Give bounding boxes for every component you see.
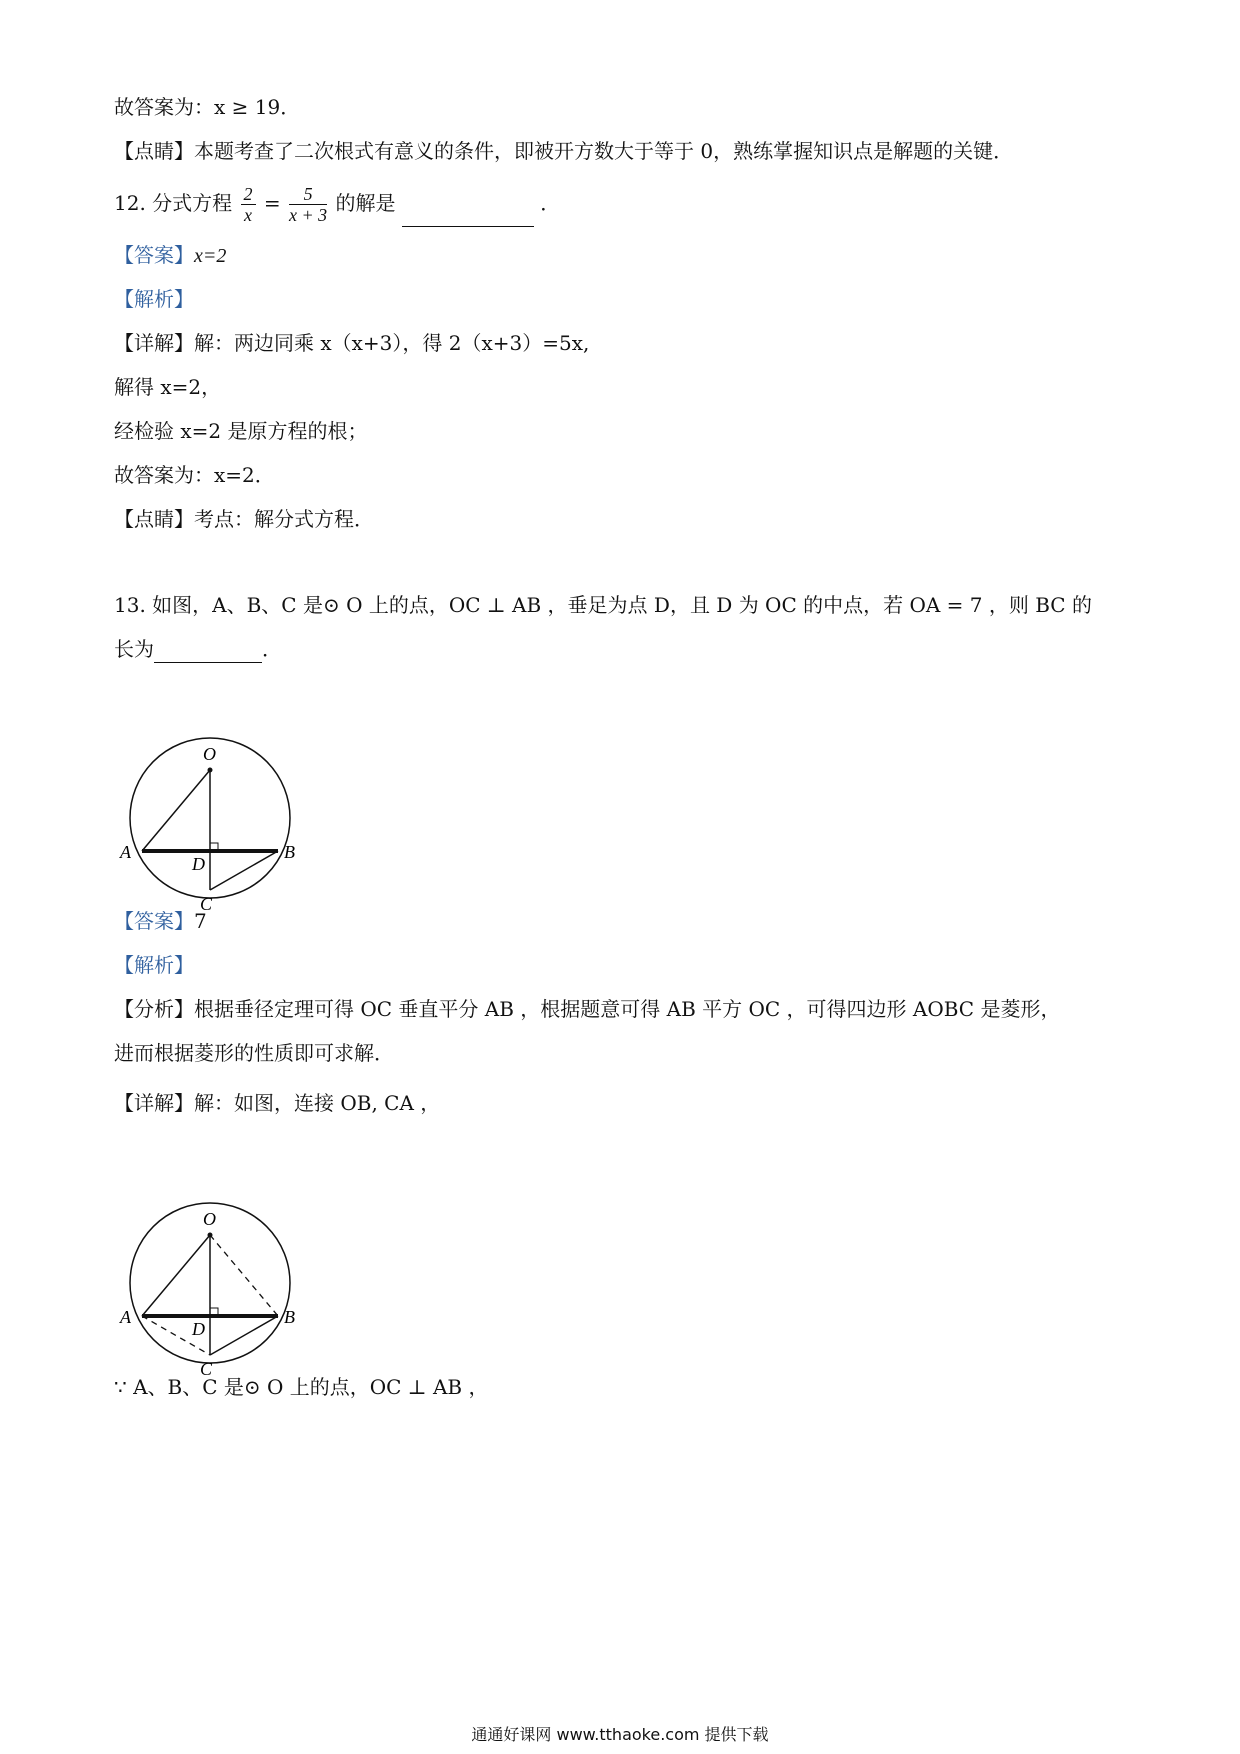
page-footer: 通通好课网 www.tthaoke.com 提供下载 [471,1725,769,1744]
answer-blank-q13 [154,636,262,663]
dashed-segment-ob [210,1235,278,1316]
answer-line-q11: 故答案为：x ≥ 19． [114,95,301,119]
segment-cb [210,1316,278,1355]
segment-oa [142,1235,210,1316]
question-12 [114,180,560,227]
note-q12: 【点睛】考点：解分式方程． [114,507,374,531]
solution-step-1: 解得 x=2， [114,375,222,399]
q12-suffix: 的解是 [335,191,396,215]
answer-value: 7 [194,909,207,933]
analysis-line-2: 进而根据菱形的性质即可求解． [114,1041,394,1065]
answer-tag: 【答案】 [114,243,194,267]
point-o [208,1233,213,1238]
solution-step-2: 经检验 x=2 是原方程的根； [114,419,368,443]
label-b: B [284,1307,295,1327]
equals-sign: = [263,191,281,215]
geometry-figure-1 [120,740,328,914]
label-o: O [203,744,216,764]
segment-cb [210,851,278,890]
answer-q12 [114,242,226,269]
question-13-line-2: 长为 ． [114,637,282,661]
label-d: D [192,854,205,874]
analysis-tag-q12: 【解析】 [114,287,194,311]
note-line-q11: 【点睛】本题考查了二次根式有意义的条件，即被开方数大于等于 0，熟练掌握知识点是解题的关键． [114,139,1014,163]
answer-tag: 【答案】 [114,909,194,933]
detail-q13: 【详解】解：如图，连接 OB, CA ， [114,1091,441,1115]
solution-step-3: 故答案为：x=2． [114,463,275,487]
detail-q12: 【详解】解：两边同乘 x（x+3），得 2（x+3）=5x, [114,331,590,355]
point-o [208,768,213,773]
analysis-line-1: 【分析】根据垂径定理可得 OC 垂直平分 AB ，根据题意可得 AB 平方 OC ，可得四边形 AOBC 是菱形， [114,997,1061,1021]
answer-q13 [114,908,207,934]
label-b: B [284,842,295,862]
segment-oa [142,770,210,851]
q12-prefix: 12. 分式方程 [114,191,233,215]
fraction-left: $\frac{2}{x}$ [241,184,256,225]
fraction-right: $\frac{5}{x + 3}$ [289,184,328,225]
label-c: C [200,894,213,914]
label-c: C [200,1359,213,1379]
label-d: D [192,1319,205,1339]
geometry-figure-2 [120,1205,328,1379]
q12-end: ． [540,191,561,215]
question-13-line-1: 13. 如图，A、B、C 是⊙ O 上的点，OC ⊥ AB ，垂足为点 D，且 D 为 OC 的中点，若 OA = 7 ，则 BC 的 [114,593,1092,617]
label-a: A [120,1307,131,1327]
because-line: ∵ A、B、C 是⊙ O 上的点，OC ⊥ AB ， [114,1375,489,1399]
analysis-tag-q13: 【解析】 [114,953,194,977]
answer-blank-q12 [402,180,534,227]
label-o: O [203,1209,216,1229]
answer-value: x=2 [194,245,227,267]
label-a: A [120,842,131,862]
